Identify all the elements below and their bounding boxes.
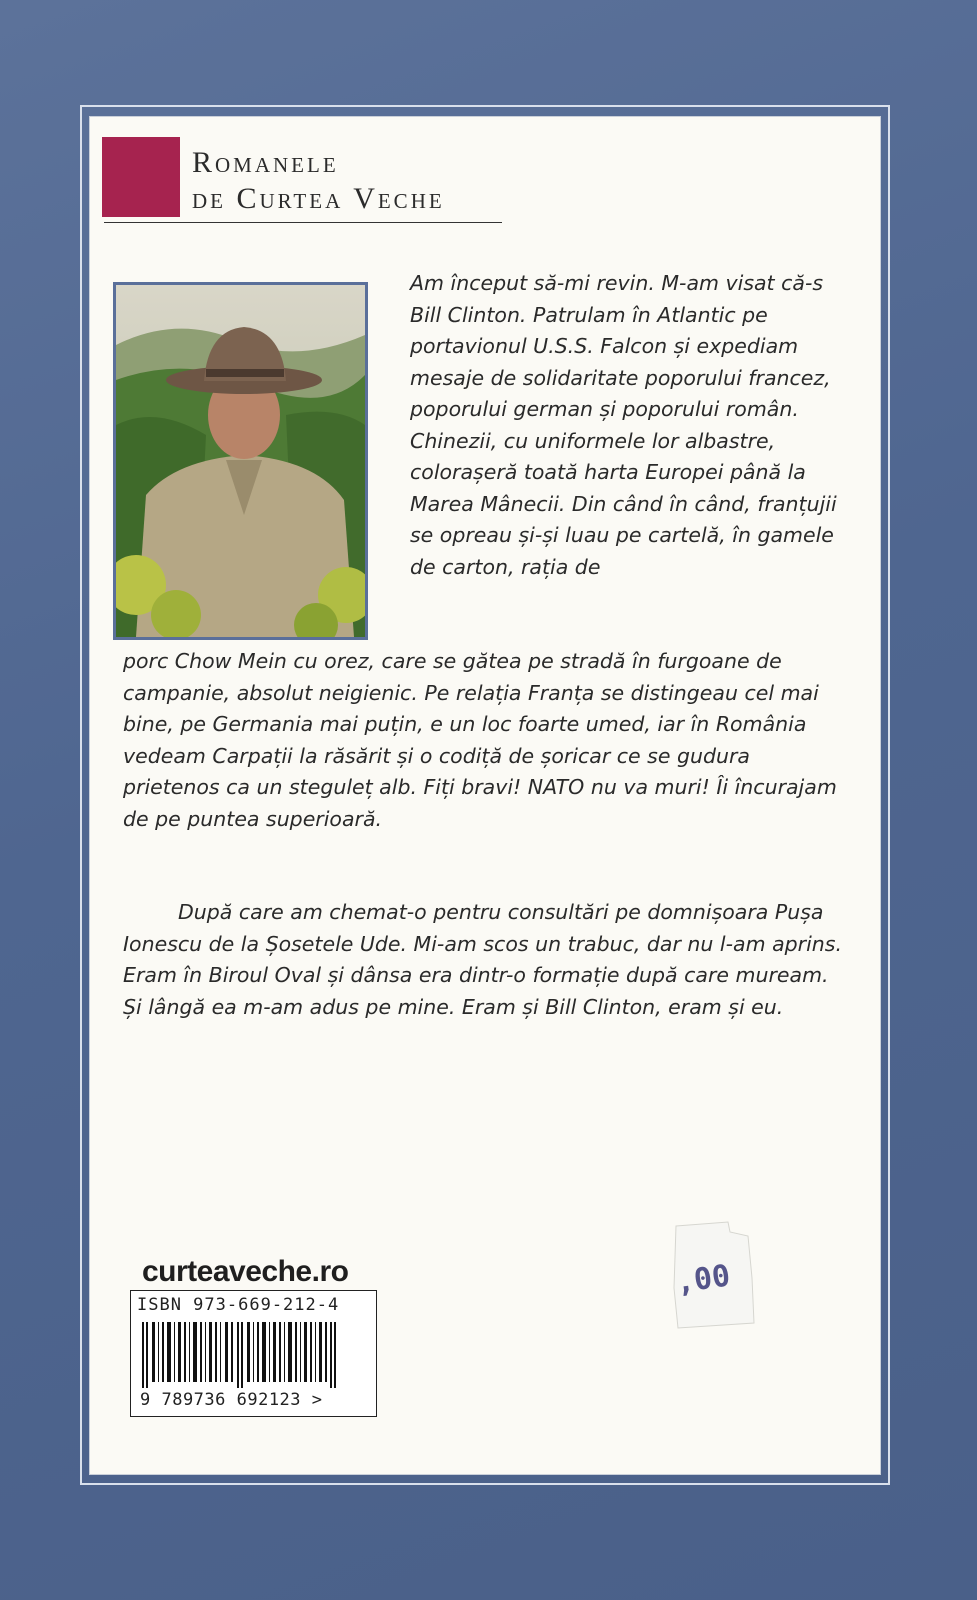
blurb-column-text: Am început să-mi revin. M-am visat că-s Bill Clinton. Patrulam în Atlantic pe portavionul U.S.S. Falcon și expediam mesaje de solidaritate poporului francez, poporului german și poporului român. Chinezii, cu uniformele lor albastre, colorașeră toată harta Europei până la Marea Mânecii. Din când în când, franțujii se opreau și-și luau pe cartelă, în gamele de carton, rația de [410, 271, 837, 579]
blurb-full-width-text: porc Chow Mein cu orez, care se gătea pe stradă în furgoane de campanie, absolut neigienic. Pe relația Franța se distingeau cel mai bine, pe Germania mai puțin, e un loc foarte umed, iar în România vedeam Carpații la răsărit și o codiță de șoricar ce se gudura prietenos ca un steguleț alb. Fiți bravi! NATO nu va muri! Îi încurajam de pe puntea superioară. [123, 649, 837, 831]
series-logo-square [102, 137, 180, 217]
series-title-line-2: de Curtea Veche [192, 182, 445, 215]
author-photo [113, 282, 368, 640]
series-underline [104, 222, 502, 223]
publisher-website: curteaveche.ro [142, 1255, 349, 1288]
blurb-second-paragraph: După care am chemat-o pentru consultări pe domnișoara Pușa Ionescu de la Șosetele Ude. Mi-am scos un trabuc, dar nu l-am aprins. Eram în Biroul Oval și dânsa era dintr-o formație după care muream. Și lângă ea m-am adus pe mine. Eram și Bill Clinton, eram și eu. [123, 900, 842, 1019]
price-label: ,00 [673, 1258, 733, 1301]
barcode-image [140, 1322, 370, 1388]
ean-digits: 9 789736 692123 > [140, 1390, 323, 1410]
series-title-line-1: Romanele [192, 146, 339, 179]
isbn-number: ISBN 973-669-212-4 [137, 1295, 340, 1315]
